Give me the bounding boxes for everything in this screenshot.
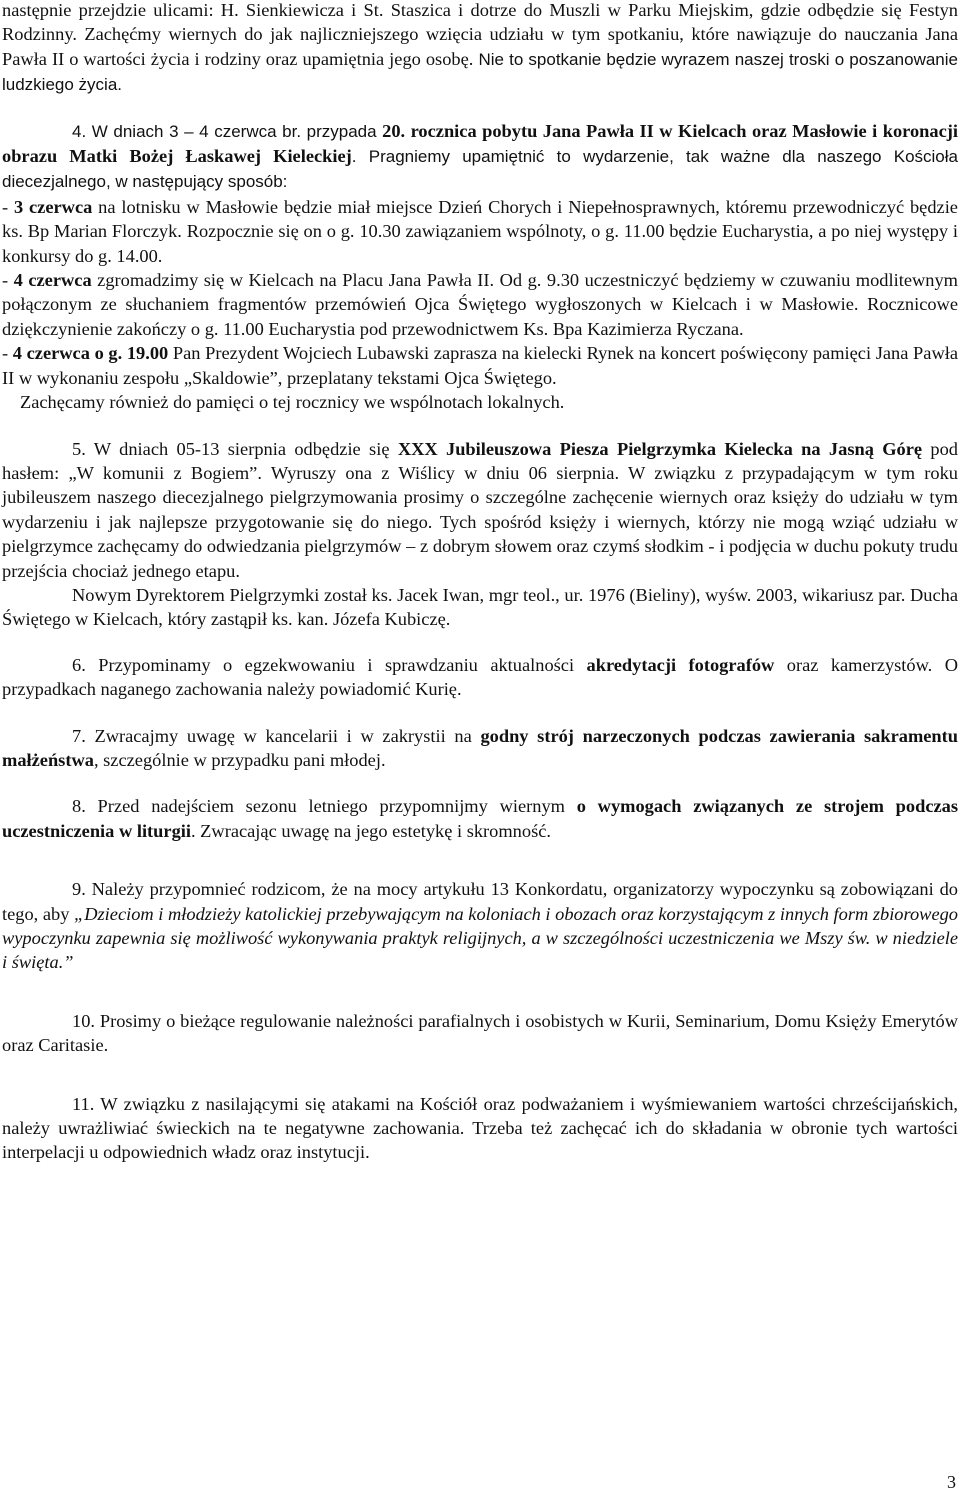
paragraph-4d <box>2 390 958 414</box>
paragraph-4-rest: . Pragniemy upamiętnić to wydarzenie, tak ważne dla naszego Kościoła diecezjalnego, w następujący sposób: <box>2 147 958 192</box>
paragraph-4 <box>2 119 958 195</box>
liturgy-bold: o wymogach związanych ze strojem podczas uczestniczenia w liturgii <box>2 796 958 841</box>
pilgrimage-bold: XXX Jubileuszowa Piesza Pielgrzymka Kielecka na Jasną Górę <box>397 438 923 459</box>
paragraph-10 <box>2 1009 958 1058</box>
paragraph-text-sans: Nie to spotkanie będzie wyrazem naszej troski o poszanowanie ludzkiego życia. <box>2 49 958 95</box>
page-number: 3 <box>947 1471 956 1492</box>
paragraph-text: zgromadzimy się w Kielcach na Placu Jana Pawła II. Od g. 9.30 uczestniczyć będziemy w czuwaniu modlitewnym połączonym ze słuchaniem fragmentów przemówień Ojca Świętego wygłoszonych w Kielcach i w Masłowie. Rocznicowe dziękczynienie zakończy o g. 11.00 Eucharystia pod przewodnictwem Ks. Bpa Kazimierza Ryczana. <box>2 270 958 339</box>
dash: - <box>2 343 13 364</box>
paragraph-4c <box>2 341 958 390</box>
paragraph-9 <box>2 877 958 975</box>
paragraph-5b <box>2 583 958 632</box>
paragraph-text: oraz kamerzystów. O przypadkach naganego zachowania należy powiadomić Kurię. <box>2 654 958 700</box>
paragraph-text: 8. Przed nadejściem sezonu letniego przypomnijmy wiernym <box>72 796 577 817</box>
date-bold: 3 czerwca <box>13 196 93 217</box>
dash: - <box>2 196 14 217</box>
paragraph-4-bold: 20. rocznica pobytu Jana Pawła II w Kielcach oraz Masłowie i koronacji obrazu Matki Bożej Łaskawej Kieleckiej <box>2 120 958 167</box>
paragraph-7 <box>2 724 958 773</box>
date-bold: 4 czerwca <box>13 270 92 291</box>
paragraph-6 <box>2 653 958 702</box>
paragraph-text: następnie przejdzie ulicami: H. Sienkiewicza i St. Staszica i dotrze do Muszli w Parku Miejskim, gdzie odbędzie się Festyn Rodzinny. Zachęćmy wiernych do jak najliczniejszego wzięcia udziału w tym spotkaniu, które nawiązuje do nauczania Jana Pawła II o wartości życia i rodziny oraz upamiętnia jego osobę. <box>2 0 958 69</box>
paragraph-text: Pan Prezydent Wojciech Lubawski zaprasza na kielecki Rynek na koncert poświęcony pamięci Jana Pawła II w wykonaniu zespołu „Skaldowie”, przeplatany tekstami Ojca Świętego. <box>2 343 958 388</box>
paragraph-text: na lotnisku w Masłowie będzie miał miejsce Dzień Chorych i Niepełnosprawnych, któremu przewodniczyć będzie ks. Bp Marian Florczyk. Rozpocznie się on o g. 10.30 zawiązaniem wspólnoty, o g. 11.00 będzie Eucharystia, a po niej występy i konkursy do g. 14.00. <box>2 196 958 266</box>
paragraph-8 <box>2 794 958 843</box>
accreditation-bold: akredytacji fotografów <box>586 654 775 675</box>
paragraph-11 <box>2 1092 958 1165</box>
paragraph-text: , szczególnie w przypadku pani młodej. <box>93 749 386 770</box>
paragraph-text: 7. Zwracajmy uwagę w kancelarii i w zakrystii na <box>72 725 481 746</box>
paragraph-text: Zachęcamy również do pamięci o tej rocznicy we wspólnotach lokalnych. <box>20 392 565 413</box>
dress-bold: godny strój narzeczonych podczas zawierania sakramentu małżeństwa <box>2 725 959 770</box>
paragraph-text: Nowym Dyrektorem Pielgrzymki został ks. Jacek Iwan, mgr teol., ur. 1976 (Bieliny), wyśw. 2003, wikariusz par. Ducha Świętego w Kielcach, który zastąpił ks. kan. Józefa Kubiczę. <box>2 584 958 630</box>
paragraph-text: . Zwracając uwagę na jego estetykę i skromność. <box>190 820 551 841</box>
paragraph-text: pod hasłem: „W komunii z Bogiem”. Wyruszy ona z Wiślicy w dniu 06 sierpnia. W związku z przypadającym w tym roku jubileuszem naszego diecezjalnego pielgrzymowania prosimy o szczególne zachęcenie wiernych oraz księży do udziału w tym wydarzeniu i jak najlepsze przygotowanie się do niego. Tych spośród księży i wiernych, którzy nie mogą wziąć udziału w pielgrzymce zachęcamy do odwiedzania pielgrzymów – z dobrym słowem oraz czymś słodkim - i podjęcia w duchu pokuty trudu przejścia chociaż jednego etapu. <box>2 438 959 581</box>
paragraph-4a <box>2 195 958 268</box>
concordat-quote: „Dzieciom i młodzieży katolickiej przebywającym na koloniach i obozach oraz korzystającym z innych form zbiorowego wypoczynku zapewnia się możliwość wykonywania praktyk religijnych, a w szczególności uczestniczenia we Mszy św. w niedziele i święta.” <box>2 903 958 973</box>
paragraph-festyn <box>2 0 958 98</box>
paragraph-text: 10. Prosimy o bieżące regulowanie należności parafialnych i osobistych w Kurii, Seminarium, Domu Księży Emerytów oraz Caritasie. <box>2 1010 958 1056</box>
dash: - <box>2 270 14 291</box>
paragraph-4b <box>2 268 958 341</box>
paragraph-5 <box>2 437 958 583</box>
paragraph-text: 11. W związku z nasilającymi się atakami na Kościół oraz podważaniem i wyśmiewaniem wartości chrześcijańskich, należy uwrażliwiać świeckich na te negatywne zachowania. Trzeba też zachęcać ich do składania w obronie tych wartości interpelacji u odpowiednich władz oraz instytucji. <box>2 1093 958 1163</box>
paragraph-4-lead: 4. W dniach 3 – 4 czerwca br. przypada <box>72 121 383 141</box>
date-bold: 4 czerwca o g. 19.00 <box>12 343 169 364</box>
paragraph-text: 6. Przypominamy o egzekwowaniu i sprawdzaniu aktualności <box>72 654 587 675</box>
paragraph-text: 5. W dniach 05-13 sierpnia odbędzie się <box>72 438 398 459</box>
paragraph-text: 9. Należy przypomnieć rodzicom, że na mocy artykułu 13 Konkordatu, organizatorzy wypoczynku są zobowiązani do tego, aby <box>2 879 958 924</box>
